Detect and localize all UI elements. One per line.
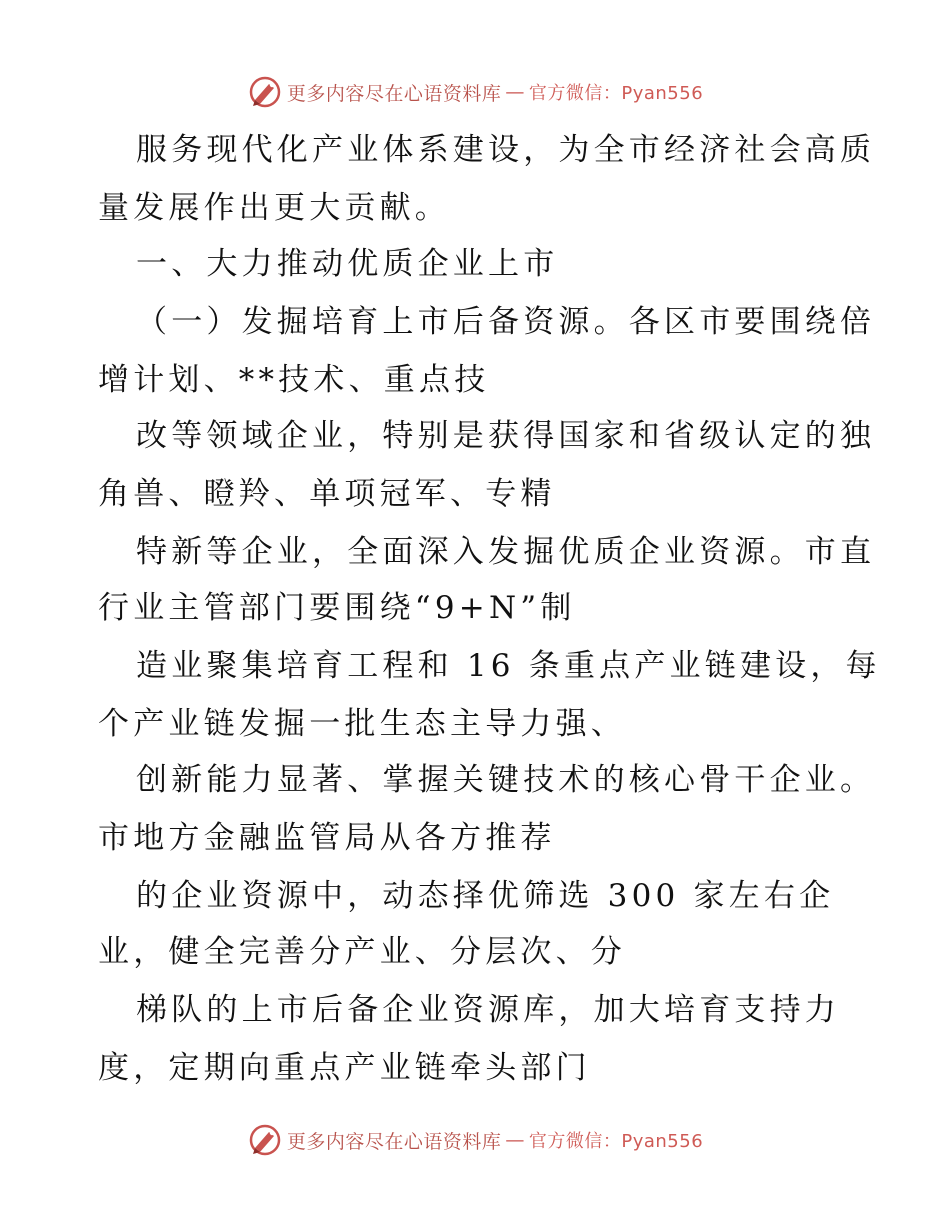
footer-banner	[0, 1120, 950, 1160]
body-line: 量发展作出更大贡献。	[98, 190, 450, 226]
body-line: 改等领域企业，特别是获得国家和省级认定的独	[136, 418, 876, 454]
header-banner	[0, 72, 950, 112]
body-line: 创新能力显著、掌握关键技术的核心骨干企业。	[136, 762, 876, 798]
footer-promo-text: 更多内容尽在心语资料库	[286, 1130, 502, 1153]
header-promo-text: 更多内容尽在心语资料库	[286, 82, 502, 105]
pen-logo-icon	[247, 1122, 283, 1158]
header-dash: —	[505, 81, 525, 103]
body-line: （一）发掘培育上市后备资源。各区市要围绕倍	[136, 304, 876, 340]
body-line: 角兽、瞪羚、单项冠军、专精	[98, 476, 556, 512]
section-heading: 一、大力推动优质企业上市	[136, 246, 559, 282]
footer-dash: —	[505, 1129, 525, 1151]
body-line: 服务现代化产业体系建设，为全市经济社会高质	[136, 132, 876, 168]
body-line: 市地方金融监管局从各方推荐	[98, 820, 556, 856]
body-line: 特新等企业，全面深入发掘优质企业资源。市直	[136, 534, 876, 570]
footer-wechat-text: 官方微信：Pyan556	[528, 1131, 704, 1152]
body-line: 业，健全完善分产业、分层次、分	[98, 934, 626, 970]
body-line: 增计划、**技术、重点技	[98, 362, 490, 398]
body-line: 度，定期向重点产业链牵头部门	[98, 1050, 591, 1086]
header-wechat-text: 官方微信：Pyan556	[528, 83, 704, 104]
body-line: 个产业链发掘一批生态主导力强、	[98, 706, 626, 742]
pen-logo-icon	[247, 74, 283, 110]
body-line: 的企业资源中，动态择优筛选 300 家左右企	[136, 878, 835, 914]
body-line: 造业聚集培育工程和 16 条重点产业链建设，每	[136, 648, 881, 684]
body-line: 行业主管部门要围绕“9+N”制	[98, 590, 576, 626]
body-line: 梯队的上市后备企业资源库，加大培育支持力	[136, 992, 840, 1028]
